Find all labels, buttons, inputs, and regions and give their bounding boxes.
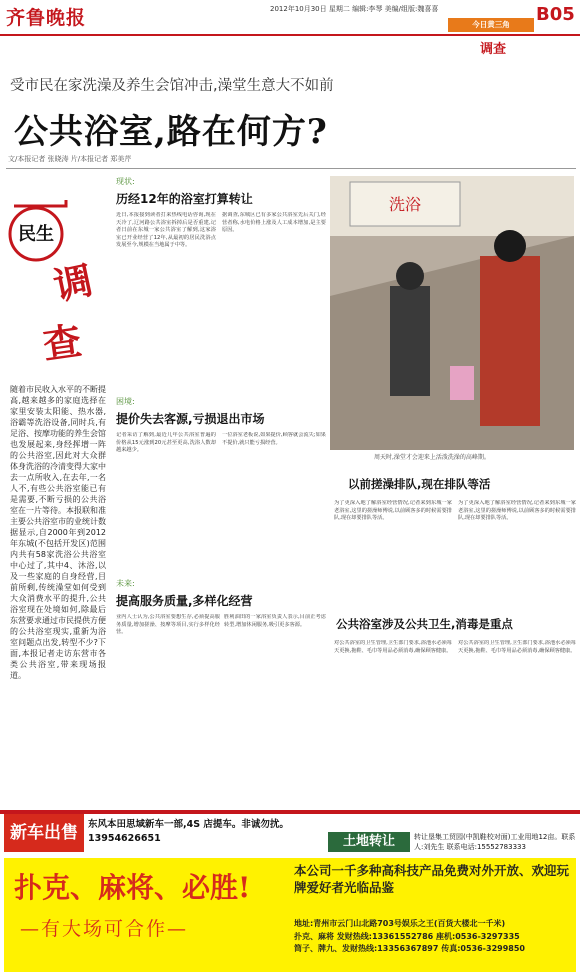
section-title-1: 历经12年的浴室打算转让 (116, 192, 253, 206)
body-col-4: 一位浴室老板说,如果提价,顾客就会流失;如果不提价,就只能亏损经营。 (222, 432, 326, 446)
right-title-1: 以前搓澡排队,现在排队等活 (348, 477, 491, 491)
land-transfer-label: 土地转让 (328, 832, 410, 852)
svg-text:调: 调 (49, 256, 97, 309)
article-kicker: 受市民在家洗澡及养生会馆冲击,澡堂生意大不如前 (10, 78, 334, 94)
body-col-8b: 对公共浴室的卫生管理,卫生部门要求,浴池水必须每天更换,拖鞋、毛巾等用品必须消毒,确保顾客健康。 (458, 640, 576, 654)
minsheng-logo-icon (6, 196, 106, 376)
car-sale-label: 新车出售 (4, 814, 84, 852)
promo-phone-2: 筒子、牌九、发财热线:13356367897 传真:0536-3299850 (294, 944, 525, 953)
photo-caption: 周天时,澡堂才会迎来上活泼洗澡的高峰期。 (374, 454, 490, 461)
divider (6, 168, 576, 169)
section-tag: 调查 (480, 42, 507, 57)
bathhouse-photo (330, 176, 574, 450)
body-col-8: 对公共浴室的卫生管理,卫生部门要求,浴池水必须每天更换,拖鞋、毛巾等用品必须消毒,确保顾客健康。 (334, 640, 452, 654)
newspaper-logo: 齐鲁晚报 (6, 7, 87, 29)
body-col-7: 为了更深入地了解浴室经营情况,记者来到东城一家老浴室,这里的搓澡师傅说,以前顾客多的时候需要排队,现在却要排队等活。 (334, 500, 452, 522)
section-title-2: 提价失去客源,亏损退出市场 (116, 412, 265, 426)
svg-text:洗浴: 洗浴 (388, 195, 422, 214)
section-label-2: 困境: (116, 397, 135, 406)
edition-tag: 今日黄三角 (448, 18, 534, 32)
promo-address-block (294, 918, 570, 956)
page-number: B05 (536, 4, 575, 25)
promo-title: 扑克、麻将、必胜! (14, 871, 251, 904)
section-label-1: 现状: (116, 177, 135, 186)
promo-headline: 本公司一千多种高科技产品免费对外开放、欢迎玩牌爱好者光临品鉴 (294, 863, 570, 895)
promo-subtitle: —有大场可合作— (20, 918, 189, 940)
promo-banner (4, 858, 576, 972)
promo-address: 地址:青州市云门山北路703号娱乐之王(百货大楼北一千米) (294, 919, 506, 928)
body-col-6: 胜利油田的一家浴室负责人表示,目前正考虑转型,增加休闲服务,吸引更多客源。 (224, 614, 326, 628)
land-transfer-text: 转让垦集工贸园(中凯鞋校对面)工业用地12亩。联系人:刘先生 联系电话:15552783333 (414, 833, 576, 851)
article-byline: 文/本报记者 张晓涛 片/本报记者 郑美芹 (8, 155, 132, 163)
svg-text:查: 查 (40, 317, 85, 368)
body-col-2: 据调查,东城区已有多家公共浴室先后关门,经营者称,水电价格上涨及人工成本增加,是主要原因。 (222, 212, 326, 234)
section-label-3: 未来: (116, 579, 135, 588)
article-headline: 公共浴室,路在何方? (14, 112, 328, 152)
header-meta: 2012年10月30日 星期二 编辑:李琴 美编/组版:魏喜喜 (270, 5, 439, 13)
sidebar-text: 随着市民收入水平的不断提高,越来越多的家庭选择在家里安装太阳能、热水器,浴霸等洗浴设备,同时兵,有足浴、按摩功能的养生会馆也发展起来,身经挥增一阵的公共浴室,因此对大众群体身洗浴的冷清变得大家中去一点所收入,在去年,一名人不,有些公共浴室能已有是需要,不断亏损的公共浴室在一片等待。本报联和准主要公共浴室市的业统计数据显示,自2000年到2012年东城(不包括开发区)范围内共有58家洗浴公共浴室中心过了,其中4、沐浴,以及一些家庭的自身经营,目前所剩,传统澡堂如何受到大众消费水平的提升,公共浴室现在处境如何,除最后东营要求通过市民提供方便的公共浴室现实,重新为浴室问题点出发,转型不少?下面,本报记者走访东营市各类公共浴室,带来现场报道。 (10, 385, 106, 680)
stairs-photo-icon (330, 176, 574, 450)
svg-text:民生: 民生 (18, 224, 54, 245)
body-col-5: 业内人士认为,公共浴室要想生存,必须提高服务质量,增加搓澡、按摩等项目,实行多样化经营。 (116, 614, 220, 636)
section-title-3: 提高服务质量,多样化经营 (116, 594, 253, 608)
body-col-1: 近日,本报接到读者打来热线电话咨询,现在天冷了,辽河路公共浴室拆掉后是否重建,记者日前在东城一家公共浴室了解到,这家浴室已开业经营了12年,从最初的居民洗浴点发展至今,规模在当地属于中等。 (116, 212, 216, 249)
body-col-3: 记者采访了解到,最近几年公共浴室普遍的价格从15元涨到20元甚至更高,洗浴人数却越来越少。 (116, 432, 216, 454)
right-title-2: 公共浴室涉及公共卫生,消毒是重点 (336, 617, 513, 631)
body-col-7b: 为了更深入地了解浴室经营情况,记者来到东城一家老浴室,这里的搓澡师傅说,以前顾客多的时候需要排队,现在却要排队等活。 (458, 500, 576, 522)
car-sale-text: 东风本田思域新车一部,4S 店提车。非诚勿扰。13954626651 (88, 819, 289, 844)
sidebar (6, 196, 106, 680)
masthead (0, 0, 580, 36)
promo-phone-1: 扑克、麻将 发财热线:13361552786 座机:0536-3297335 (294, 931, 520, 941)
